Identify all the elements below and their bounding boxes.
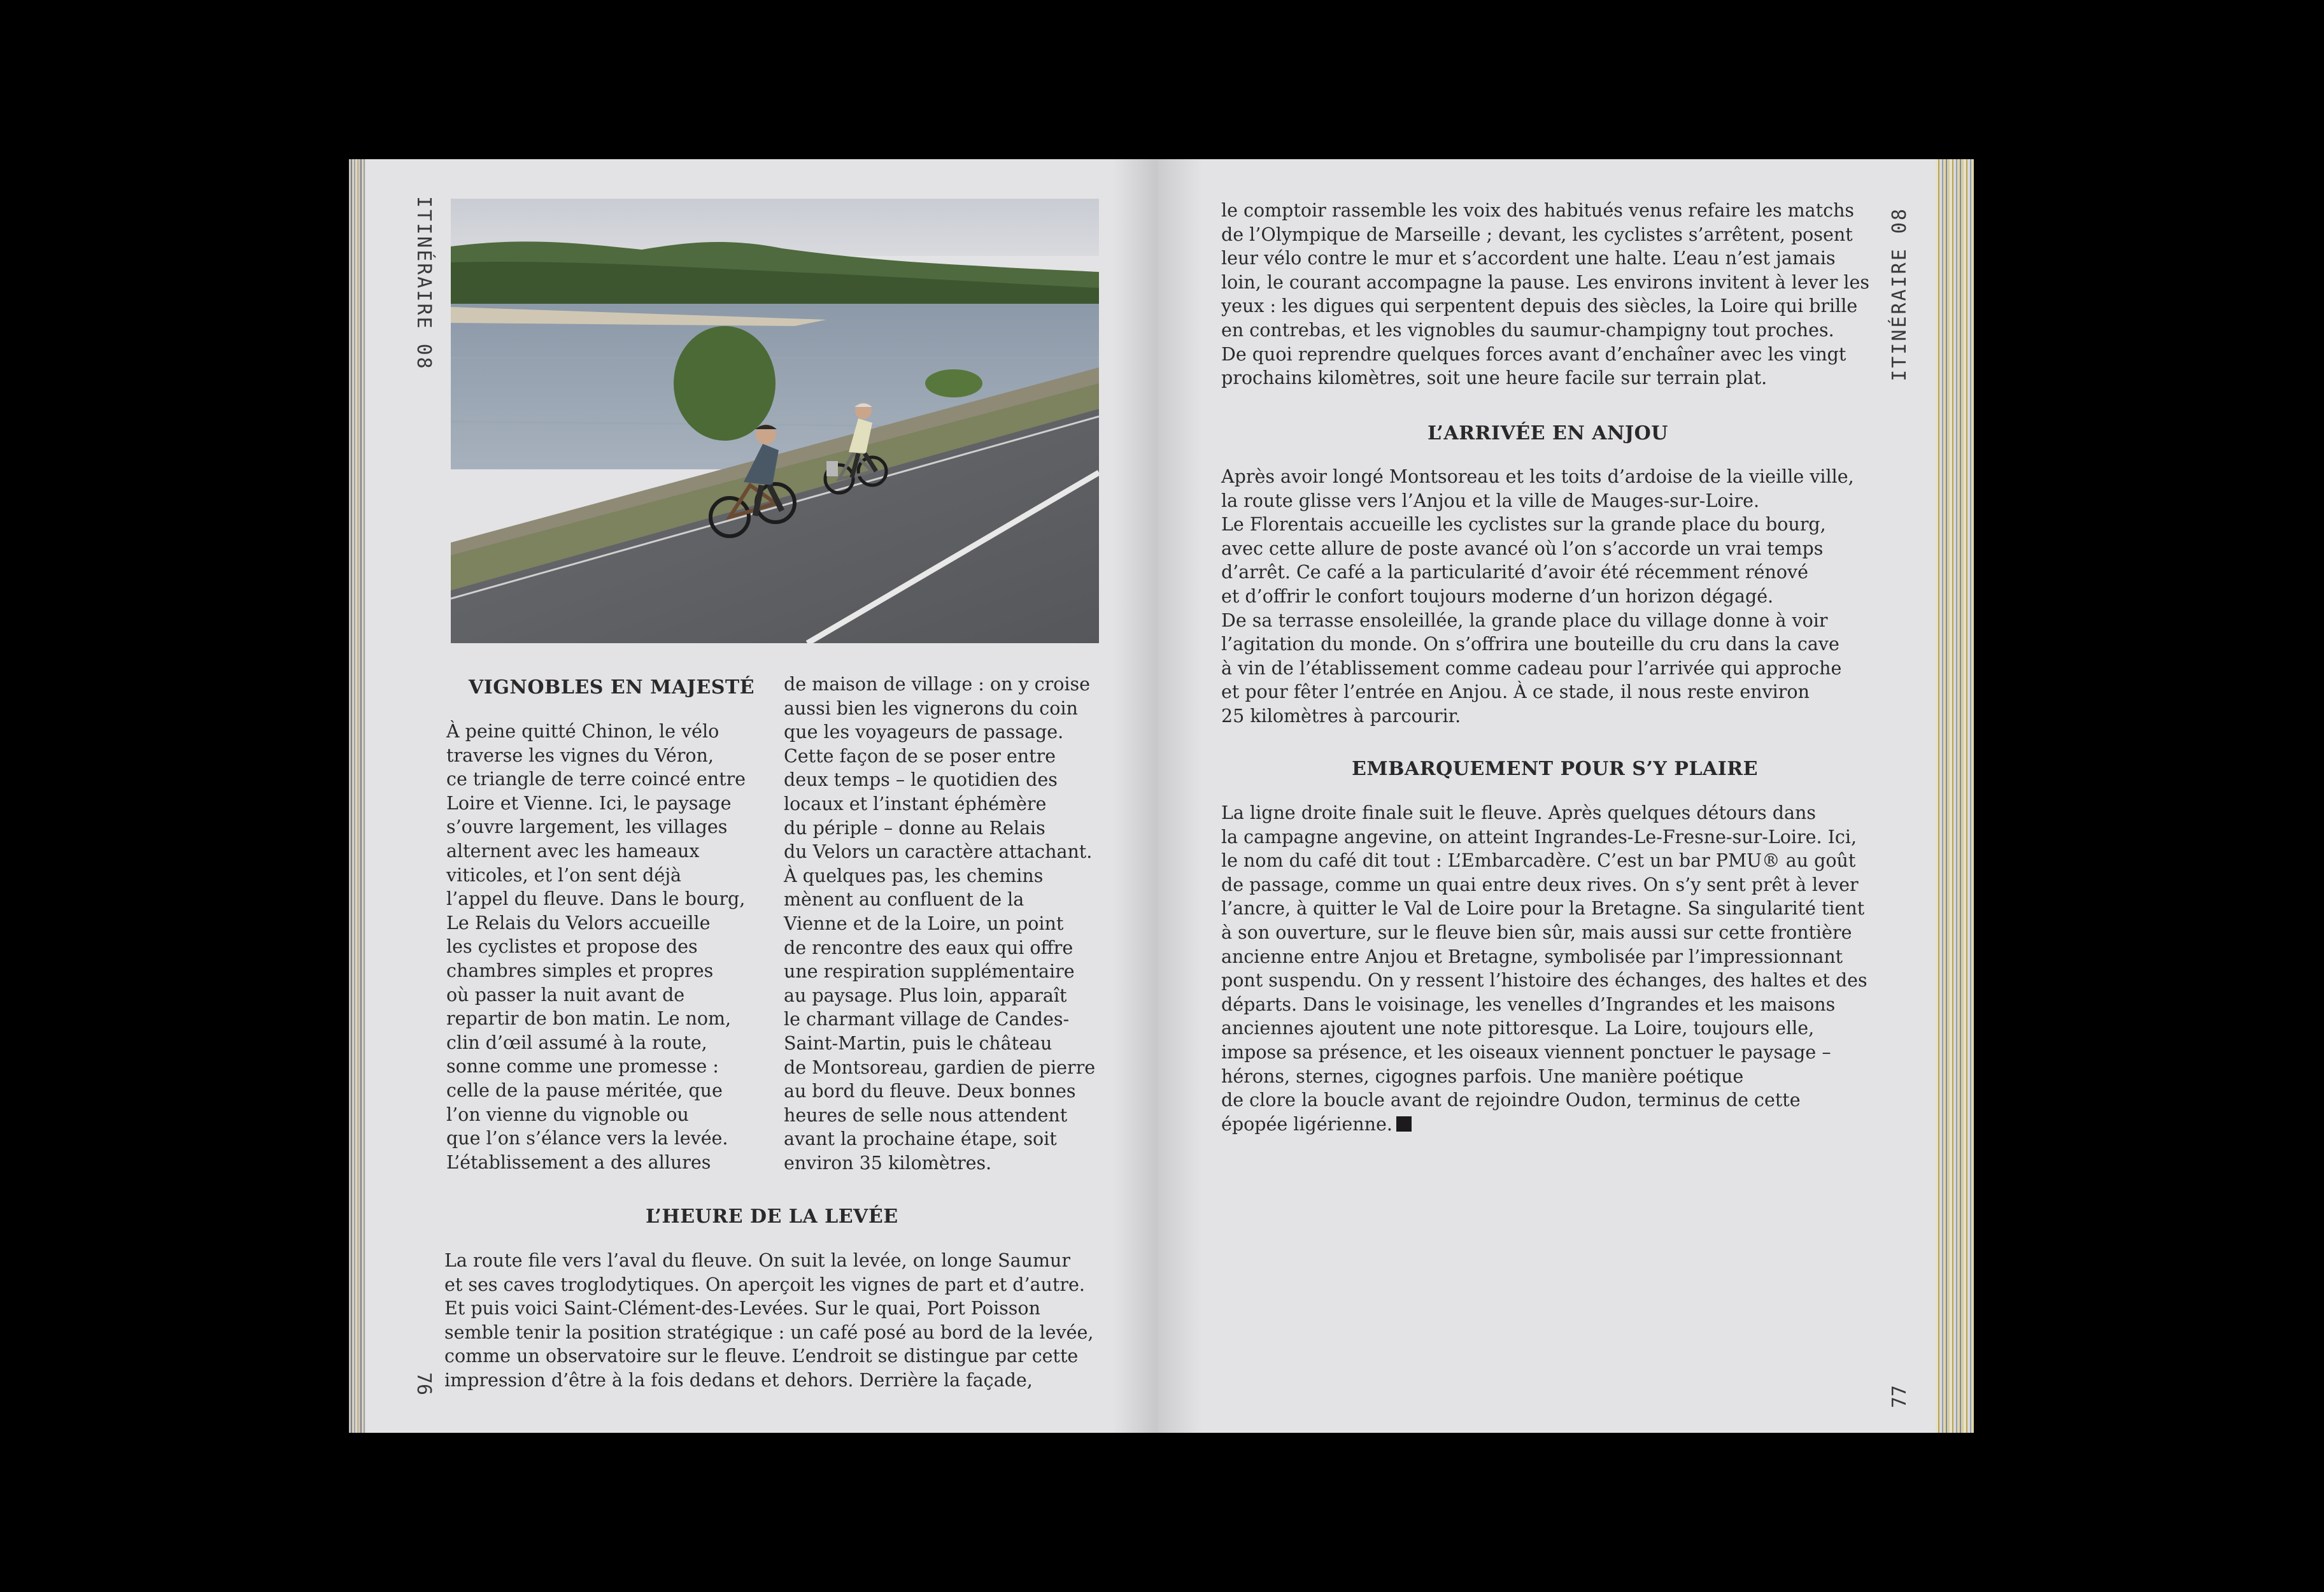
text-line: le nom du café dit tout : L’Embarcadère. C’est un bar PMU® au goût [1221, 850, 1856, 872]
text-line: la campagne angevine, on atteint Ingrandes-Le-Fresne-sur-Loire. Ici, [1221, 826, 1857, 848]
text-line: et pour fêter l’entrée en Anjou. À ce stade, il nous reste environ [1221, 681, 1810, 703]
running-head-left: ITINÉRAIRE 08 [413, 196, 435, 371]
gutter-shadow-right [1158, 159, 1202, 1433]
text-line: loin, le courant accompagne la pause. Les environs invitent à lever les [1221, 271, 1869, 293]
text-line: La ligne droite finale suit le fleuve. Après quelques détours dans [1221, 802, 1816, 823]
text-line: où passer la nuit avant de [446, 984, 685, 1006]
text-line: au bord du fleuve. Deux bonnes [784, 1081, 1076, 1102]
text-line: De quoi reprendre quelques forces avant d’enchaîner avec les vingt [1221, 343, 1846, 365]
text-line: deux temps – le quotidien des [784, 769, 1058, 791]
text-line: l’ancre, à quitter le Val de Loire pour la Bretagne. Sa singularité tient [1221, 898, 1865, 920]
heading-anjou: L’ARRIVÉE EN ANJOU [1428, 422, 1668, 444]
photo-bush-2 [925, 369, 982, 397]
text-line: yeux : les digues qui serpentent depuis des siècles, la Loire qui brille [1221, 295, 1858, 317]
text-line: alternent avec les hameaux [446, 840, 700, 862]
text-line: de maison de village : on y croise [784, 674, 1091, 695]
text-line: l’appel du fleuve. Dans le bourg, [446, 888, 746, 910]
text-line: impose sa présence, et les oiseaux viennent ponctuer le paysage – [1221, 1041, 1831, 1063]
page-edges-right [1936, 159, 1974, 1433]
running-head-right: ITINÉRAIRE 08 [1888, 207, 1911, 381]
text-line: avec cette allure de poste avancé où l’on s’accorde un vrai temps [1221, 537, 1824, 559]
heading-vignobles: VIGNOBLES EN MAJESTÉ [469, 676, 755, 699]
section-1-col-1 [446, 720, 746, 1174]
text-line: les cyclistes et propose des [446, 936, 698, 958]
text-line: Loire et Vienne. Ici, le paysage [446, 792, 732, 814]
text-line: Et puis voici Saint-Clément-des-Levées. Sur le quai, Port Poisson [444, 1298, 1040, 1319]
section-4-body [1221, 801, 1867, 1136]
text-line: ancienne entre Anjou et Bretagne, symbolisée par l’impressionnant [1221, 946, 1843, 967]
right-page [1158, 159, 1974, 1433]
text-line: Après avoir longé Montsoreau et les toits d’ardoise de la vieille ville, [1221, 466, 1854, 487]
text-line: 25 kilomètres à parcourir. [1221, 705, 1461, 727]
left-page [349, 159, 1158, 1433]
text-line: Vienne et de la Loire, un point [784, 913, 1064, 934]
text-line: une respiration supplémentaire [784, 961, 1075, 983]
text-line: À quelques pas, les chemins [784, 865, 1044, 886]
text-line: de l’Olympique de Marseille ; devant, les cyclistes s’arrêtent, posent [1221, 224, 1853, 245]
text-line: comme un observatoire sur le fleuve. L’endroit se distingue par cette [444, 1346, 1079, 1367]
text-line: et d’offrir le confort toujours moderne d’un horizon dégagé. [1221, 585, 1774, 607]
text-line: clin d’œil assumé à la route, [446, 1032, 707, 1053]
end-mark-icon [1396, 1116, 1412, 1132]
text-line: sonne comme une promesse : [446, 1056, 719, 1077]
text-line: celle de la pause méritée, que [446, 1079, 723, 1101]
text-line [1221, 1112, 1867, 1137]
text-line: semble tenir la position stratégique : un café posé au bord de la levée, [444, 1321, 1094, 1343]
page-edges-left [349, 159, 365, 1433]
text-line: du périple – donne au Relais [784, 817, 1045, 839]
text-line: mènent au confluent de la [784, 889, 1024, 911]
text-line: À peine quitté Chinon, le vélo [446, 721, 719, 742]
text-line: et ses caves troglodytiques. On aperçoit les vignes de part et d’autre. [444, 1274, 1085, 1295]
text-line: de clore la boucle avant de rejoindre Oudon, terminus de cette [1221, 1090, 1801, 1111]
text-line: prochains kilomètres, soit une heure facile sur terrain plat. [1221, 367, 1768, 389]
text-line: au paysage. Plus loin, apparaît [784, 984, 1067, 1006]
text-line: anciennes ajoutent une note pittoresque. La Loire, toujours elle, [1221, 1018, 1815, 1039]
section-1-col-2 [784, 672, 1095, 1175]
text-line: à vin de l’établissement comme cadeau pour l’arrivée qui approche [1221, 657, 1842, 679]
text-line: aussi bien les vignerons du coin [784, 697, 1078, 719]
text-line: Le Relais du Velors accueille [446, 912, 711, 934]
text-line: viticoles, et l’on sent déjà [446, 864, 682, 886]
heading-levee: L’HEURE DE LA LEVÉE [646, 1205, 898, 1228]
photo-cyclists-loire [451, 199, 1099, 643]
text-line: que les voyageurs de passage. [784, 721, 1064, 743]
photo-bush [674, 326, 776, 441]
text-line: de rencontre des eaux qui offre [784, 937, 1073, 958]
text-line: Le Florentais accueille les cyclistes sur la grande place du bourg, [1221, 514, 1826, 536]
text-line-last: épopée ligérienne. [1221, 1113, 1392, 1135]
text-line: L’établissement a des allures [446, 1151, 711, 1173]
text-line: de Montsoreau, gardien de pierre [784, 1056, 1096, 1078]
text-line: traverse les vignes du Véron, [446, 744, 714, 766]
heading-embarquement: EMBARQUEMENT POUR S’Y PLAIRE [1352, 758, 1759, 780]
text-line: que l’on s’élance vers la levée. [446, 1128, 728, 1149]
text-line: De sa terrasse ensoleillée, la grande place du village donne à voir [1221, 609, 1828, 631]
text-line: à son ouverture, sur le fleuve bien sûr, mais aussi sur cette frontière [1221, 921, 1852, 943]
text-line: ce triangle de terre coincé entre [446, 769, 746, 790]
text-line: s’ouvre largement, les villages [446, 816, 728, 838]
text-line: Saint-Martin, puis le château [784, 1032, 1052, 1054]
text-line: impression d’être à la fois dedans et dehors. Derrière la façade, [444, 1369, 1033, 1391]
text-line: leur vélo contre le mur et s’accordent une halte. L’eau n’est jamais [1221, 248, 1836, 269]
page-number-left: 76 [413, 1372, 435, 1396]
text-line: heures de selle nous attendent [784, 1104, 1068, 1126]
text-line: le charmant village de Candes- [784, 1009, 1070, 1030]
page-number-right: 77 [1888, 1385, 1911, 1409]
text-line: locaux et l’instant éphémère [784, 793, 1047, 814]
section-2-body [444, 1249, 1093, 1393]
text-line: la route glisse vers l’Anjou et la ville de Mauges-sur-Loire. [1221, 490, 1760, 511]
text-line: pont suspendu. On y ressent l’histoire des échanges, des haltes et des [1221, 970, 1867, 991]
section-3-body [1221, 465, 1854, 728]
text-line: en contrebas, et les vignobles du saumur-champigny tout proches. [1221, 319, 1834, 341]
gutter-shadow-left [1113, 159, 1158, 1433]
text-line: avant la prochaine étape, soit [784, 1128, 1057, 1150]
text-line: repartir de bon matin. Le nom, [446, 1008, 732, 1030]
text-line: du Velors un caractère attachant. [784, 841, 1093, 863]
text-line: de passage, comme un quai entre deux rives. On s’y sent prêt à lever [1221, 874, 1859, 895]
text-line: chambres simples et propres [446, 960, 714, 981]
text-line: Cette façon de se poser entre [784, 745, 1056, 767]
text-line: La route file vers l’aval du fleuve. On suit la levée, on longe Saumur [444, 1250, 1070, 1271]
text-line: d’arrêt. Ce café a la particularité d’avoir été récemment rénové [1221, 562, 1808, 583]
text-line: hérons, sternes, cigognes parfois. Une manière poétique [1221, 1065, 1744, 1087]
text-line: l’on vienne du vignoble ou [446, 1104, 689, 1125]
text-line: le comptoir rassemble les voix des habitués venus refaire les matchs [1221, 200, 1855, 221]
text-line: départs. Dans le voisinage, les venelles d’Ingrandes et les maisons [1221, 993, 1836, 1015]
text-line: environ 35 kilomètres. [784, 1152, 992, 1174]
text-line: l’agitation du monde. On s’offrira une bouteille du cru dans la cave [1221, 634, 1839, 655]
intro-body [1221, 199, 1869, 390]
